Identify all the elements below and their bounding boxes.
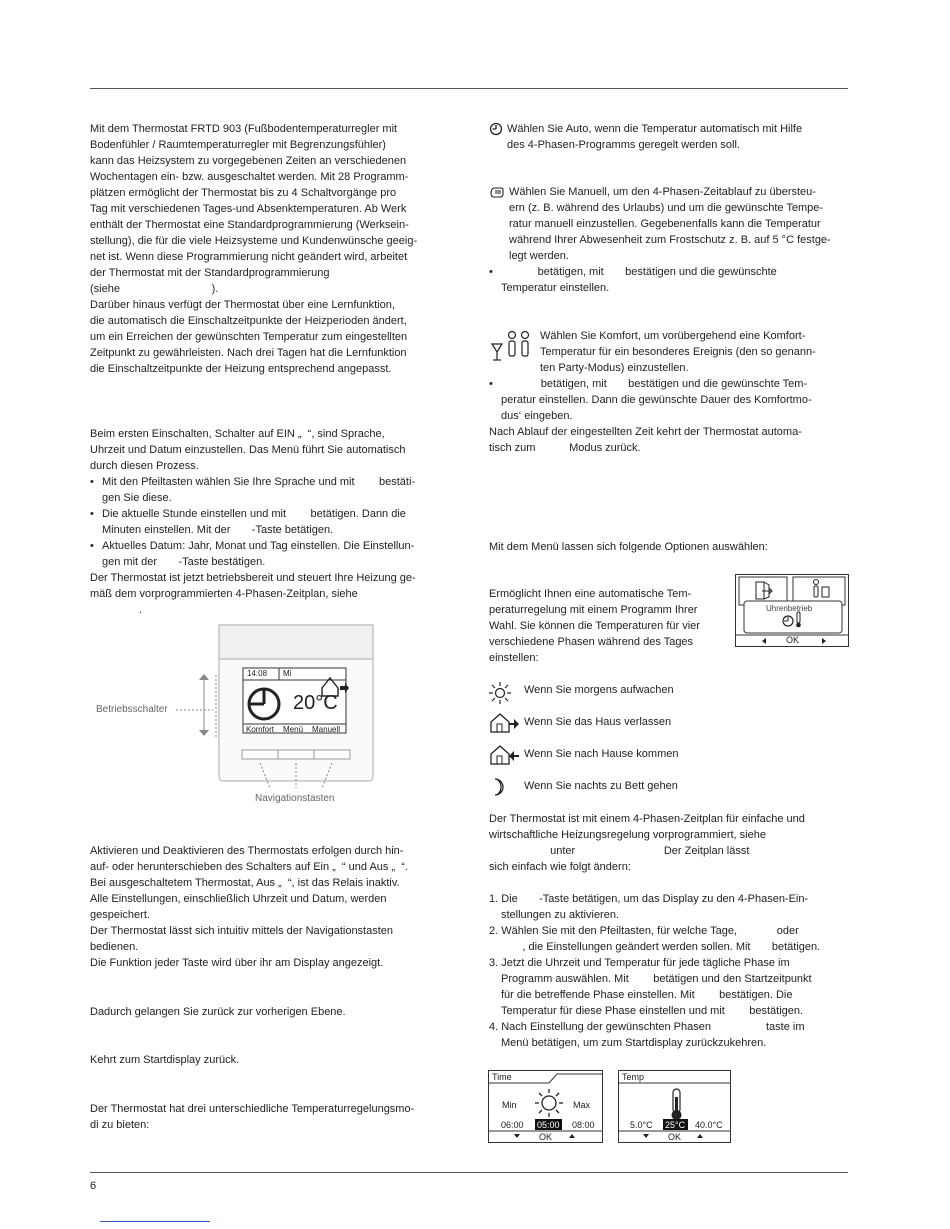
manual-bullet — [489, 264, 847, 296]
auto-line: des 4-Phasen-Programms geregelt werden soll. — [507, 139, 740, 151]
setup-after-line: Der Thermostat ist jetzt betriebsbereit und steuert Ihre Heizung ge- — [90, 572, 416, 584]
schedule-line: wirtschaftliche Heizungsregelung vorprogrammiert, siehe — [489, 829, 766, 841]
moon-icon — [489, 777, 507, 797]
comfort-bullet-line: dus‘ eingeben. — [501, 410, 573, 422]
top-rule — [90, 88, 848, 89]
phase-row-return — [489, 744, 679, 769]
display-temp: 20°C — [293, 692, 338, 714]
schedule-line: unter Der Zeitplan lässt — [489, 845, 750, 857]
intro-line: Darüber hinaus verfügt der Thermostat über eine Lernfunktion, — [90, 299, 395, 311]
temp-screen — [618, 1070, 731, 1143]
intro-line: kann das Heizsystem zu vorgegebenen Zeiten an verschiedenen — [90, 155, 407, 167]
modes-line: di zu bieten: — [90, 1119, 150, 1131]
step-line: 4. Nach Einstellung der gewünschten Phasen taste im — [489, 1021, 805, 1033]
house-return-icon — [489, 744, 519, 766]
setup-bullet-line: • Die aktuelle Stunde einstellen und mit betätigen. Dann die — [102, 508, 406, 520]
manual-bullet-line: • betätigen, mit bestätigen und die gewünschte — [501, 266, 777, 278]
menu-intro: Mit dem Menü lassen sich folgende Optionen auswählen: — [489, 541, 768, 553]
comfort-line: Wählen Sie Komfort, um vorübergehend eine Komfort- — [540, 330, 806, 342]
operation-line: bedienen. — [90, 941, 139, 953]
step-item — [489, 1019, 847, 1051]
party-icon — [489, 330, 537, 364]
setup-after-line: . — [90, 604, 142, 616]
time-screen-max: Max — [573, 1100, 591, 1110]
bottom-rule — [90, 1172, 848, 1173]
steps-list — [489, 891, 847, 1051]
clock-icon — [489, 122, 503, 136]
manual-bullet-line: Temperatur einstellen. — [501, 282, 610, 294]
step-line: Programm auswählen. Mit betätigen und den Startzeitpunkt — [501, 973, 812, 985]
time-screen — [488, 1070, 603, 1143]
comfort-bullet-line: peratur einstellen. Dann die gewünschte Dauer des Komfortmo- — [501, 394, 812, 406]
comfort-bullet — [489, 376, 847, 424]
switch-label: Betriebsschalter — [96, 704, 168, 715]
nav-label: Navigationstasten — [255, 793, 335, 804]
thermostat-illustration — [90, 620, 440, 810]
manual-line: ratur manuell einzustellen. Gegebenenfalls kann die Temperatur — [509, 218, 821, 230]
operation-line: Aktivieren und Deaktivieren des Thermostats erfolgen durch hin- — [90, 845, 404, 857]
phase-row-sleep — [489, 777, 678, 800]
intro-line: plätzen ermöglicht der Thermostat bis zu 4 Schaltvorgänge pro — [90, 187, 397, 199]
intro-line: enthält der Thermostat eine Standardprogrammierung (Werksein- — [90, 219, 409, 231]
temp-screen-ok: OK — [668, 1132, 682, 1142]
setup-bullet — [90, 474, 440, 506]
time-screen-v2: 05:00 — [537, 1120, 560, 1130]
program-section — [489, 586, 719, 666]
setup-bullet-line: Minuten einstellen. Mit der -Taste betätigen. — [102, 524, 334, 536]
thermostat-drawing — [90, 620, 440, 810]
intro-line: Tag mit verschiedenen Tages-und Absenktemperaturen. Ab Werk — [90, 203, 407, 215]
intro-line: (siehe ). — [90, 283, 219, 295]
sun-icon — [489, 682, 511, 704]
back-text: Dadurch gelangen Sie zurück zur vorherigen Ebene. — [90, 1006, 346, 1018]
auto-section — [489, 121, 847, 153]
operation-line: Die Funktion jeder Taste wird über ihr am Display angezeigt. — [90, 957, 384, 969]
display-btn-komfort: Komfort — [246, 725, 275, 734]
comfort-after-line: tisch zum Modus zurück. — [489, 442, 641, 454]
phase-leave-text: Wenn Sie das Haus verlassen — [524, 716, 672, 728]
time-screen-min: Min — [502, 1100, 517, 1110]
intro-line: net ist. Wenn diese Programmierung nicht geändert wird, arbeitet — [90, 251, 408, 263]
setup-line: Uhrzeit und Datum einzustellen. Das Menü führt Sie automatisch — [90, 444, 406, 456]
program-line: peraturregelung mit einem Programm Ihrer — [489, 604, 698, 616]
phase-return-text: Wenn Sie nach Hause kommen — [524, 748, 679, 760]
time-screen-ok: OK — [539, 1132, 553, 1142]
hand-icon — [489, 185, 505, 199]
display-btn-menu: Menü — [283, 725, 304, 734]
operation-line: Der Thermostat lässt sich intuitiv mittels der Navigationstasten — [90, 925, 394, 937]
program-line: Wahl. Sie können die Temperaturen für vier — [489, 620, 700, 632]
intro-line: um ein Erreichen der gewünschten Temperatur zum eingestellten — [90, 331, 408, 343]
page-number: 6 — [90, 1180, 97, 1192]
intro-line: Bodenfühler / Raumtemperaturregler mit Begrenzungsfühler) — [90, 139, 386, 151]
operation-line: auf- oder herunterschieben des Schalters auf Ein „ “ und Aus „ “. — [90, 861, 408, 873]
intro-line: Mit dem Thermostat FRTD 903 (Fußbodentemperaturregler mit — [90, 123, 398, 135]
manual-line: ern (z. B. während des Urlaubs) und um die gewünschte Tempe- — [509, 202, 824, 214]
phase-row-leave — [489, 712, 672, 737]
step-item — [489, 955, 847, 1019]
setup-bullet-line: gen mit der -Taste bestätigen. — [102, 556, 266, 568]
intro-line: Zeitpunkt zu gewährleisten. Nach drei Tagen hat die Lernfunktion — [90, 347, 407, 359]
intro-line: der Thermostat mit der Standardprogrammierung — [90, 267, 330, 279]
comfort-line: ten Party-Modus) einzustellen. — [540, 362, 689, 374]
setup-line: Beim ersten Einschalten, Schalter auf EIN „ “, sind Sprache, — [90, 428, 385, 440]
manual-line: legt werden. — [509, 250, 569, 262]
setup-bullet — [90, 538, 440, 570]
auto-line: Wählen Sie Auto, wenn die Temperatur automatisch mit Hilfe — [507, 123, 803, 135]
display-day: Mi — [283, 669, 292, 678]
setup-bullet-line: gen Sie diese. — [102, 492, 172, 504]
intro-paragraph — [90, 121, 440, 377]
program-line: verschiedene Phasen während des Tages — [489, 636, 694, 648]
modes-line: Der Thermostat hat drei unterschiedliche Temperaturregelungsmo- — [90, 1103, 415, 1115]
menu-screen-ok: OK — [786, 635, 800, 645]
step-item — [489, 923, 847, 955]
setup-bullet — [90, 506, 440, 538]
phase-row-wake — [489, 682, 674, 707]
setup-line: durch diesen Prozess. — [90, 460, 199, 472]
step-line: , die Einstellungen geändert werden sollen. Mit betätigen. — [501, 941, 821, 953]
menu-screen-label: Uhrenbetrieb — [766, 604, 813, 613]
phase-sleep-text: Wenn Sie nachts zu Bett gehen — [524, 780, 678, 792]
program-line: einstellen: — [489, 652, 539, 664]
step-line: Temperatur für diese Phase einstellen und mit bestätigen. — [501, 1005, 804, 1017]
time-screen-v3: 08:00 — [572, 1120, 595, 1130]
time-screen-v1: 06:00 — [501, 1120, 524, 1130]
time-screen-title: Time — [492, 1072, 512, 1082]
temp-screen-title: Temp — [622, 1072, 645, 1082]
manual-line: während Ihrer Abwesenheit zum Frostschutz z. B. auf 5 °C festge- — [509, 234, 831, 246]
comfort-section — [489, 328, 847, 456]
operation-line: Alle Einstellungen, einschließlich Uhrzeit und Datum, werden — [90, 893, 387, 905]
setup-after-line: mäß dem vorprogrammierten 4-Phasen-Zeitplan, siehe — [90, 588, 358, 600]
intro-line: stellung), die für die viele Heizsysteme und Kundenwünsche geeig- — [90, 235, 418, 247]
comfort-bullet-line: • betätigen, mit bestätigen und die gewünschte Tem- — [501, 378, 808, 390]
schedule-line: Der Thermostat ist mit einem 4-Phasen-Zeitplan für einfache und — [489, 813, 805, 825]
modes-section — [90, 1101, 440, 1133]
intro-line: die automatisch die Einschaltzeitpunkte der Heizperioden ändert, — [90, 315, 407, 327]
setup-section — [90, 426, 440, 618]
menu-screen-illustration — [735, 574, 849, 647]
step-line: 3. Jetzt die Uhrzeit und Temperatur für jede tägliche Phase im — [489, 957, 790, 969]
step-line: Menü betätigen, um zum Startdisplay zurückzukehren. — [501, 1037, 767, 1049]
operation-line: gespeichert. — [90, 909, 150, 921]
schedule-section — [489, 811, 847, 875]
step-line: für die betreffende Phase einstellen. Mit bestätigen. Die — [501, 989, 793, 1001]
program-line: Ermöglicht Ihnen eine automatische Tem- — [489, 588, 692, 600]
home-text: Kehrt zum Startdisplay zurück. — [90, 1054, 240, 1066]
display-time: 14:08 — [247, 669, 268, 678]
temp-screen-v3: 40.0°C — [695, 1120, 723, 1130]
temp-screen-v1: 5.0°C — [630, 1120, 653, 1130]
step-line: 1. Die -Taste betätigen, um das Display zu den 4-Phasen-Ein- — [489, 893, 809, 905]
house-leave-icon — [489, 712, 519, 734]
setup-bullet-line: • Mit den Pfeiltasten wählen Sie Ihre Sprache und mit bestäti- — [102, 476, 416, 488]
operation-line: Bei ausgeschaltetem Thermostat, Aus „ “, ist das Relais inaktiv. — [90, 877, 400, 889]
manual-section — [489, 184, 847, 296]
intro-line: Wochentagen ein- bzw. ausgeschaltet werden. Mit 28 Programm- — [90, 171, 409, 183]
manual-line: Wählen Sie Manuell, um den 4-Phasen-Zeitablauf zu übersteu- — [509, 186, 816, 198]
operation-section — [90, 843, 440, 971]
step-item — [489, 891, 847, 923]
comfort-line: Temperatur für ein besonderes Ereignis (den so genann- — [540, 346, 816, 358]
setup-bullet-line: • Aktuelles Datum: Jahr, Monat und Tag einstellen. Die Einstellun- — [102, 540, 415, 552]
display-btn-manuell: Manuell — [312, 725, 341, 734]
temp-screen-v2: 25°C — [665, 1120, 686, 1130]
phase-wake-text: Wenn Sie morgens aufwachen — [524, 684, 674, 696]
schedule-line: sich einfach wie folgt ändern: — [489, 861, 631, 873]
step-line: stellungen zu aktivieren. — [501, 909, 620, 921]
intro-line: die Einschaltzeitpunkte der Heizung entsprechend angepasst. — [90, 363, 392, 375]
comfort-after-line: Nach Ablauf der eingestellten Zeit kehrt der Thermostat automa- — [489, 426, 802, 438]
step-line: 2. Wählen Sie mit den Pfeiltasten, für welche Tage, oder — [489, 925, 799, 937]
footer-link-line — [100, 1221, 210, 1222]
